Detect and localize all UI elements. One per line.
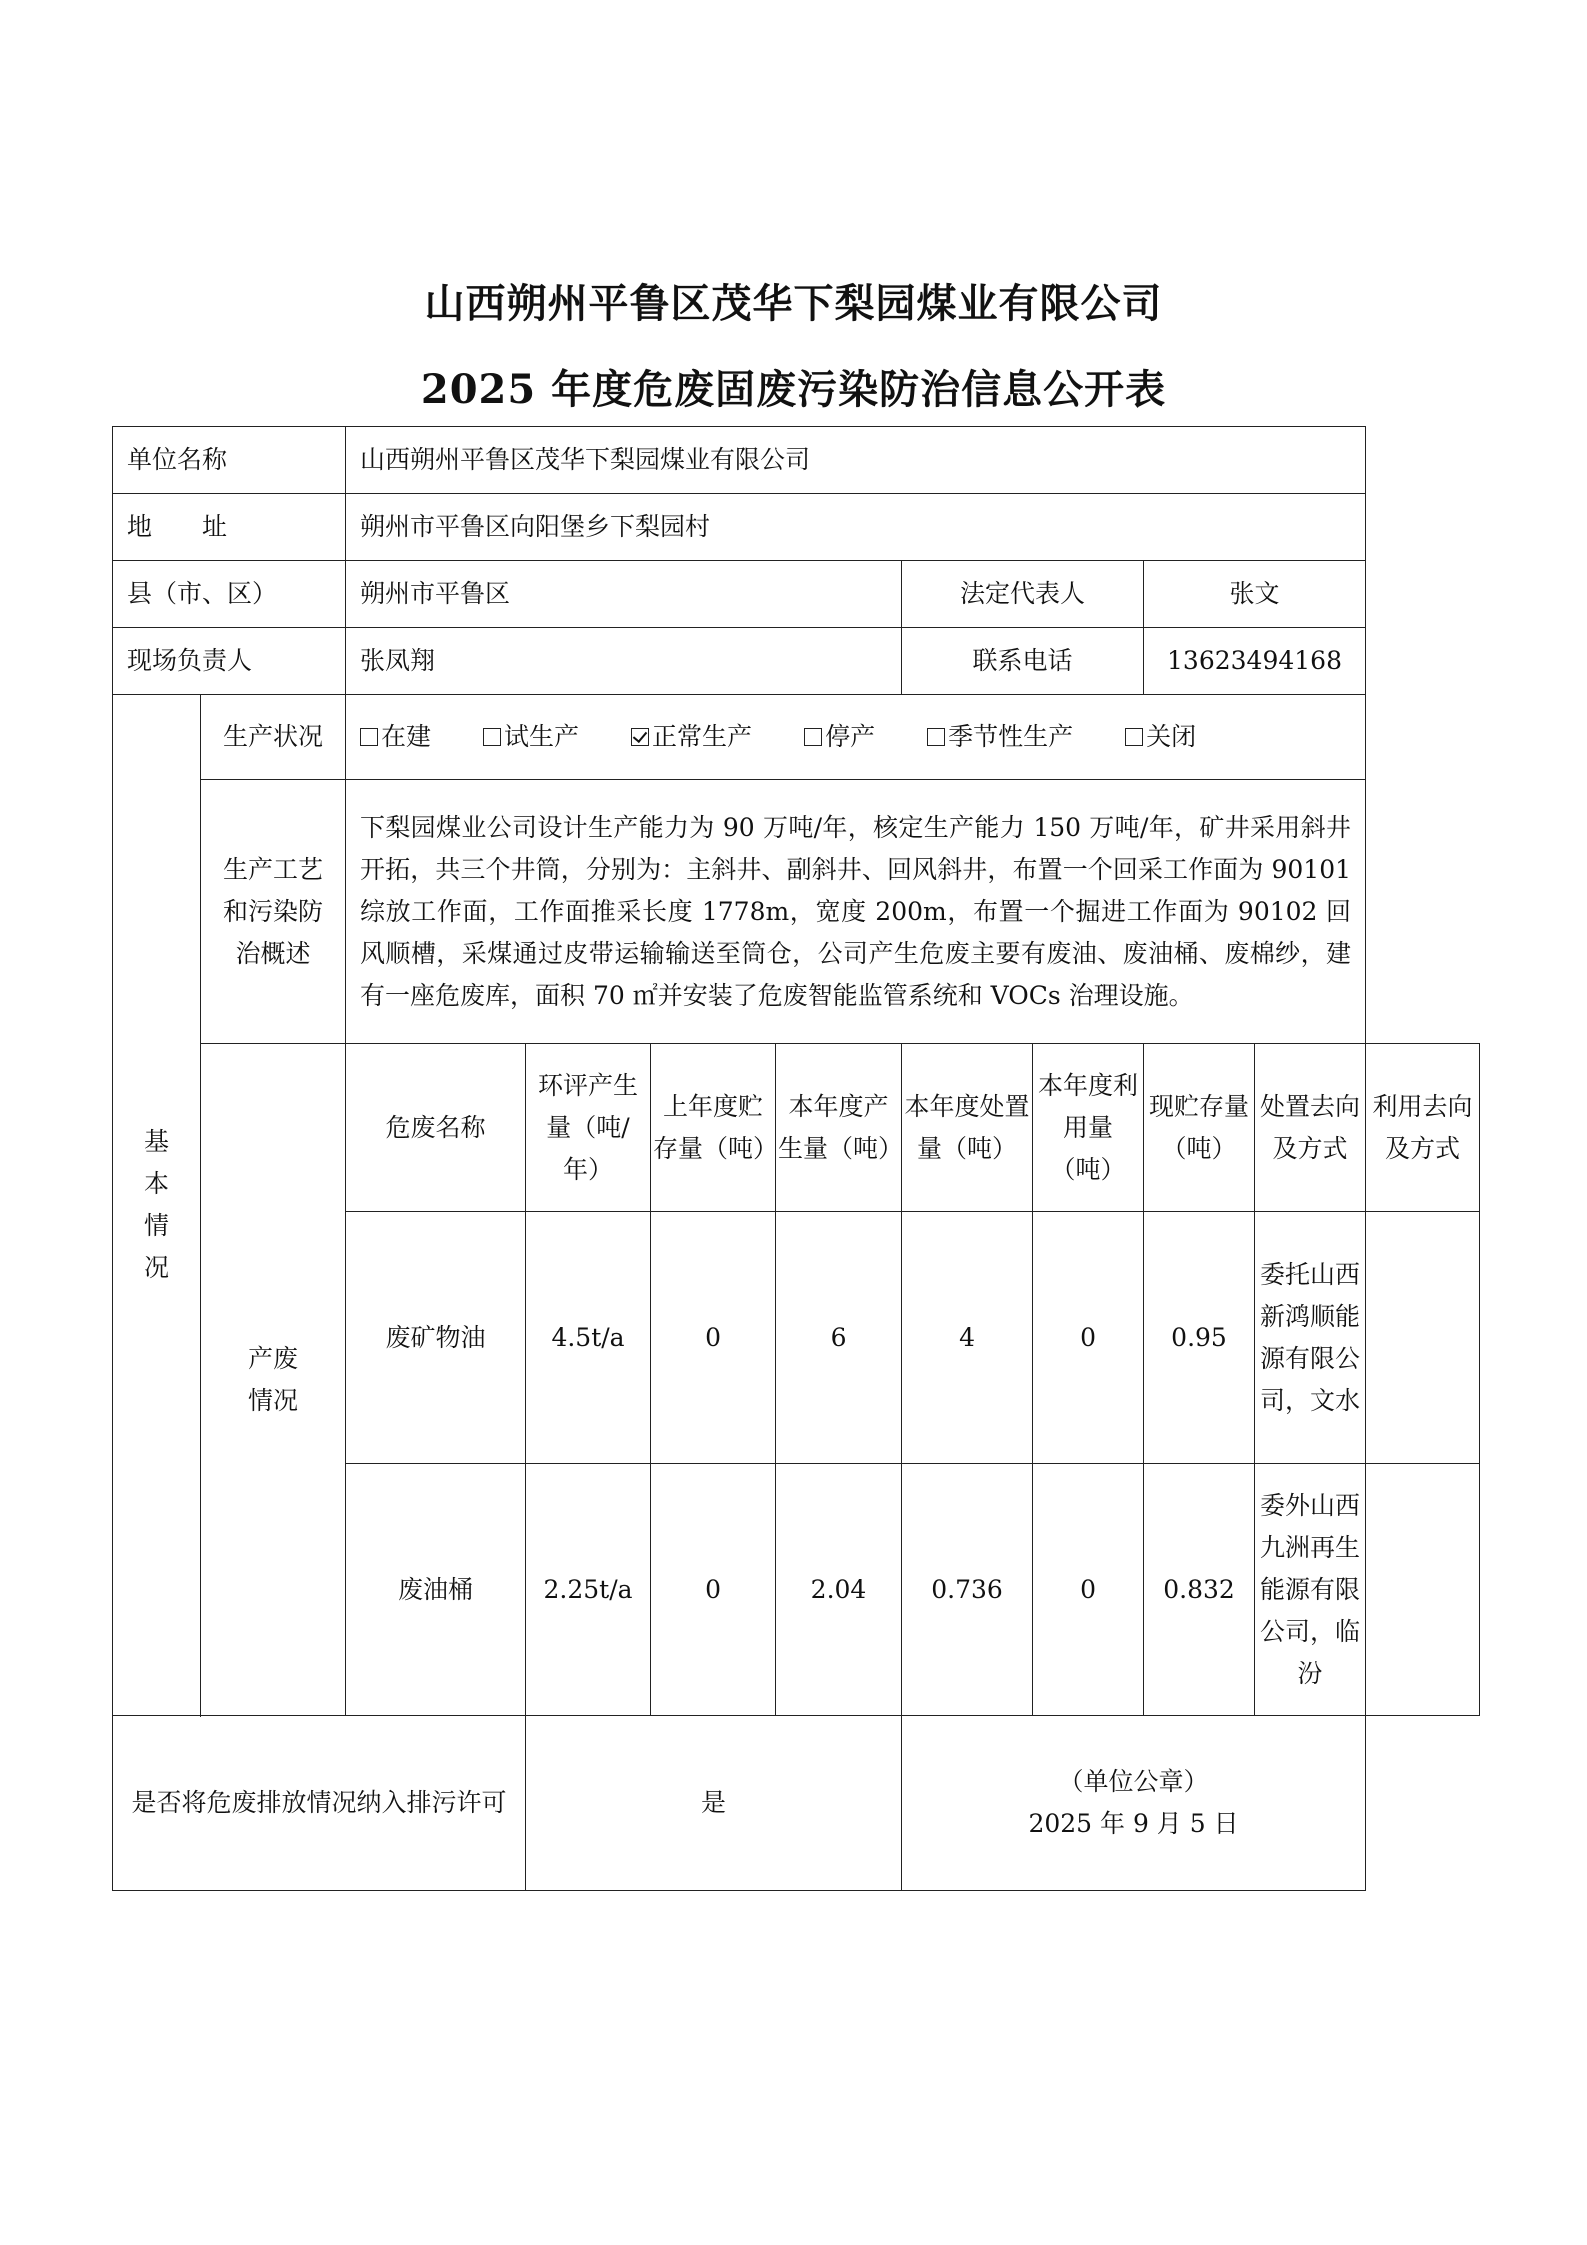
- status-option[interactable]: [927, 716, 1073, 758]
- process-label: 生产工艺和污染防治概述: [201, 780, 346, 1044]
- status-option-label: 停产: [825, 722, 876, 751]
- basic-info-text: [113, 1121, 200, 1289]
- status-option-label: 试生产: [504, 722, 580, 751]
- waste-utilization-method: [1366, 1212, 1480, 1464]
- waste-name: 废油桶: [346, 1464, 526, 1716]
- waste-current-storage: 0.95: [1144, 1212, 1255, 1464]
- waste-section-label: 产废情况: [201, 1044, 346, 1716]
- waste-eia: 2.25t/a: [526, 1464, 651, 1716]
- permit-value: 是: [526, 1716, 902, 1891]
- county-label: 县（市、区）: [113, 561, 346, 628]
- basic-info-char: 本: [143, 1169, 169, 1198]
- waste-utilization-method: [1366, 1464, 1480, 1716]
- status-option-label: 关闭: [1146, 722, 1197, 751]
- waste-disposal-method: 委托山西新鸿顺能源有限公司，文水: [1255, 1212, 1366, 1464]
- row-permit: [113, 1716, 1480, 1891]
- header-waste-name: 危废名称: [346, 1044, 526, 1212]
- status-option[interactable]: [631, 716, 752, 758]
- basic-info-char: 情: [143, 1211, 169, 1240]
- phone-label: 联系电话: [902, 628, 1144, 695]
- waste-prev-storage: 0: [651, 1464, 776, 1716]
- status-option-label: 正常生产: [652, 722, 753, 751]
- row-unit-name: [113, 427, 1480, 494]
- status-options-row: [360, 716, 1357, 758]
- header-disposed: 本年度处置量（吨）: [902, 1044, 1033, 1212]
- waste-generated: 2.04: [776, 1464, 902, 1716]
- waste-eia: 4.5t/a: [526, 1212, 651, 1464]
- header-utilized: 本年度利用量（吨）: [1033, 1044, 1144, 1212]
- status-option[interactable]: [483, 716, 579, 758]
- waste-generated: 6: [776, 1212, 902, 1464]
- seal-date: 2025 年 9 月 5 日: [1028, 1809, 1239, 1838]
- waste-utilized: 0: [1033, 1212, 1144, 1464]
- status-option-label: 季节性生产: [948, 722, 1074, 751]
- process-description: 下梨园煤业公司设计生产能力为 90 万吨/年，核定生产能力 150 万吨/年，矿井采用斜井开拓，共三个井筒，分别为：主斜井、副斜井、回风斜井，布置一个回采工作面为 90101 综放工作面，工作面推采长度 1778m，宽度 200m，布置一个掘进工作面为 90102 回风顺槽，采煤通过皮带运输输送至筒仓，公司产生危废主要有废油、废油桶、废棉纱，建有一座危废库，面积 70 ㎡并安装了危废智能监管系统和 VOCs 治理设施。: [346, 780, 1366, 1044]
- checkbox-icon[interactable]: [927, 728, 945, 746]
- checkbox-icon[interactable]: [483, 728, 501, 746]
- row-process: [113, 780, 1480, 1044]
- status-option[interactable]: [1125, 716, 1196, 758]
- checkbox-icon[interactable]: [360, 728, 378, 746]
- header-prev-storage: 上年度贮存量（吨）: [651, 1044, 776, 1212]
- header-eia-amount: 环评产生量（吨/年）: [526, 1044, 651, 1212]
- seal-label: （单位公章）: [1058, 1767, 1209, 1796]
- waste-name: 废矿物油: [346, 1212, 526, 1464]
- basic-info-char: 况: [143, 1253, 169, 1282]
- address-label: 地 址: [113, 494, 346, 561]
- row-address: [113, 494, 1480, 561]
- phone-value: 13623494168: [1144, 628, 1366, 695]
- unit-name-label: 单位名称: [113, 427, 346, 494]
- site-manager-label: 现场负责人: [113, 628, 346, 695]
- status-option-label: 在建: [381, 722, 432, 751]
- waste-disposed: 4: [902, 1212, 1033, 1464]
- row-site-manager: [113, 628, 1480, 695]
- header-disposal-method: 处置去向及方式: [1255, 1044, 1366, 1212]
- row-production-status: [113, 695, 1480, 780]
- row-waste-header: [113, 1044, 1480, 1212]
- info-table: [112, 426, 1480, 1891]
- basic-info-label: [113, 695, 201, 1716]
- waste-utilized: 0: [1033, 1464, 1144, 1716]
- checkbox-icon[interactable]: [804, 728, 822, 746]
- legal-rep-label: 法定代表人: [902, 561, 1144, 628]
- legal-rep-value: 张文: [1144, 561, 1366, 628]
- seal-cell: [902, 1716, 1366, 1891]
- waste-current-storage: 0.832: [1144, 1464, 1255, 1716]
- county-value: 朔州市平鲁区: [346, 561, 902, 628]
- waste-disposal-method: 委外山西九洲再生能源有限公司，临汾: [1255, 1464, 1366, 1716]
- site-manager-value: 张凤翔: [346, 628, 902, 695]
- unit-name-value: 山西朔州平鲁区茂华下梨园煤业有限公司: [346, 427, 1366, 494]
- status-option[interactable]: [804, 716, 875, 758]
- status-option[interactable]: [360, 716, 431, 758]
- document-title: 山西朔州平鲁区茂华下梨园煤业有限公司: [424, 280, 1163, 327]
- checked-box-icon[interactable]: [631, 728, 649, 746]
- waste-prev-storage: 0: [651, 1212, 776, 1464]
- row-county: [113, 561, 1480, 628]
- basic-info-char: 基: [143, 1127, 169, 1156]
- waste-disposed: 0.736: [902, 1464, 1033, 1716]
- header-utilization-method: 利用去向及方式: [1366, 1044, 1480, 1212]
- address-value: 朔州市平鲁区向阳堡乡下梨园村: [346, 494, 1366, 561]
- production-status-label: 生产状况: [201, 695, 346, 780]
- permit-label: 是否将危废排放情况纳入排污许可: [113, 1716, 526, 1891]
- production-status-options: [346, 695, 1366, 780]
- header-generated: 本年度产生量（吨）: [776, 1044, 902, 1212]
- checkbox-icon[interactable]: [1125, 728, 1143, 746]
- header-current-storage: 现贮存量（吨）: [1144, 1044, 1255, 1212]
- document-subtitle: 2025 年度危废固废污染防治信息公开表: [420, 366, 1167, 413]
